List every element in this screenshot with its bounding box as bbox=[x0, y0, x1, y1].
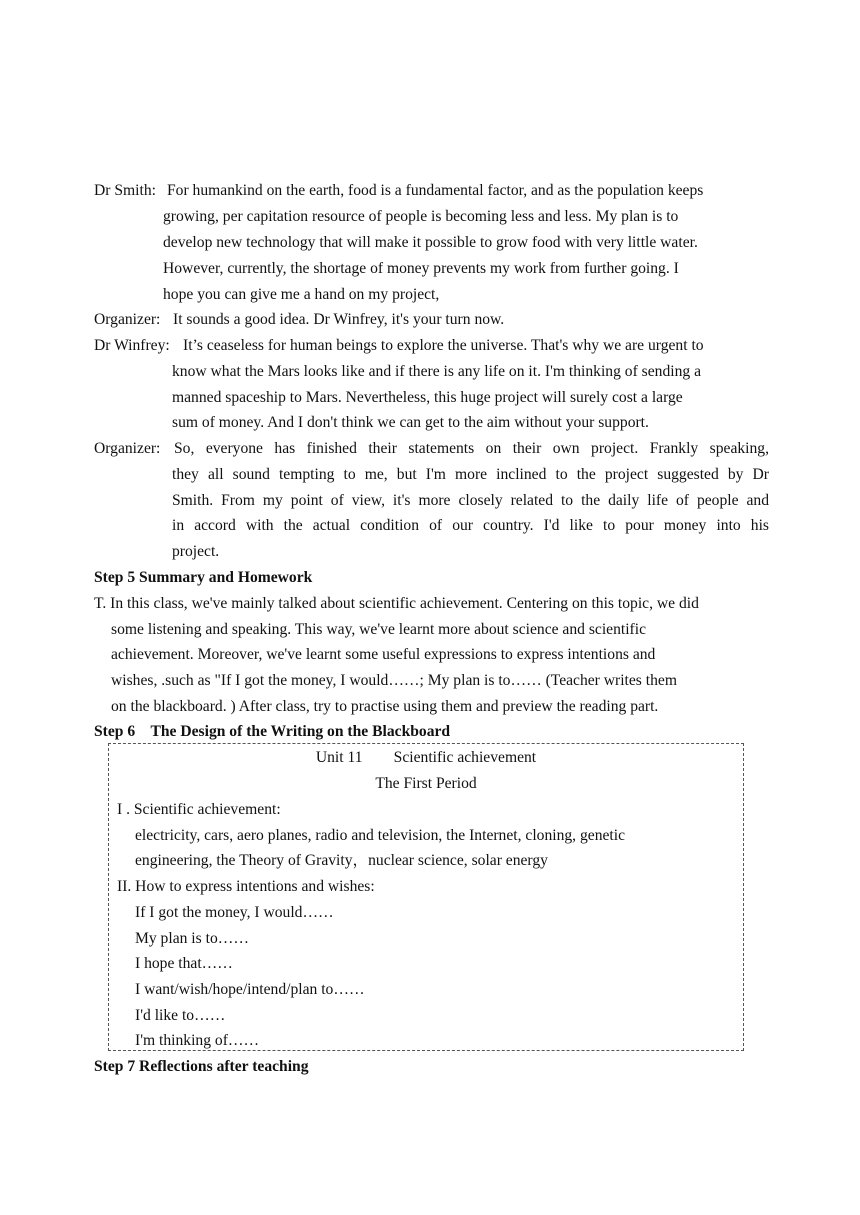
dialogue-line: know what the Mars looks like and if there is any life on it. I'm thinking of sending a bbox=[172, 363, 701, 380]
board-list-item: My plan is to…… bbox=[135, 930, 249, 947]
dialogue-line: growing, per capitation resource of people is becoming less and less. My plan is to bbox=[163, 208, 679, 225]
board-list-item: I want/wish/hope/intend/plan to…… bbox=[135, 981, 365, 998]
step7-heading: Step 7 Reflections after teaching bbox=[94, 1058, 309, 1075]
board-section-heading: I . Scientific achievement: bbox=[117, 801, 281, 818]
dialogue-line: So, everyone has finished their statements on their own project. Frankly speaking, bbox=[174, 440, 769, 457]
dialogue-line: For humankind on the earth, food is a fundamental factor, and as the population keeps bbox=[167, 182, 704, 199]
step6-heading: Step 6 The Design of the Writing on the Blackboard bbox=[94, 723, 451, 740]
board-line: engineering, the Theory of Gravity，nuclear science, solar energy bbox=[135, 852, 548, 869]
step5-heading: Step 5 Summary and Homework bbox=[94, 569, 313, 586]
dialogue-line: However, currently, the shortage of money prevents my work from further going. I bbox=[163, 260, 679, 277]
board-subtitle: The First Period bbox=[375, 775, 477, 792]
dialogue-line: Smith. From my point of view, it's more closely related to the daily life of people and bbox=[172, 492, 769, 509]
board-list-item: I'd like to…… bbox=[135, 1007, 226, 1024]
paragraph-line: some listening and speaking. This way, we've learnt more about science and scientific bbox=[111, 621, 646, 638]
dialogue-line: hope you can give me a hand on my project, bbox=[163, 286, 440, 303]
speaker-organizer: Organizer: bbox=[94, 311, 161, 328]
board-section-heading: II. How to express intentions and wishes: bbox=[117, 878, 375, 895]
paragraph-line: on the blackboard. ) After class, try to practise using them and preview the reading part. bbox=[111, 698, 659, 715]
dialogue-line: they all sound tempting to me, but I'm more inclined to the project suggested by Dr bbox=[172, 466, 769, 483]
board-list-item: If I got the money, I would…… bbox=[135, 904, 334, 921]
speaker-dr-winfrey: Dr Winfrey: bbox=[94, 337, 170, 354]
paragraph-line: achievement. Moreover, we've learnt some useful expressions to express intentions and bbox=[111, 646, 656, 663]
board-title: Unit 11 Scientific achievement bbox=[315, 749, 537, 766]
paragraph-line: T. In this class, we've mainly talked about scientific achievement. Centering on this topic, we did bbox=[94, 595, 699, 612]
board-line: electricity, cars, aero planes, radio and television, the Internet, cloning, genetic bbox=[135, 827, 625, 844]
dialogue-line: develop new technology that will make it possible to grow food with very little water. bbox=[163, 234, 698, 251]
speaker-dr-smith: Dr Smith: bbox=[94, 182, 156, 199]
dialogue-line: in accord with the actual condition of our country. I'd like to pour money into his bbox=[172, 517, 769, 534]
dialogue-line: manned spaceship to Mars. Nevertheless, this huge project will surely cost a large bbox=[172, 389, 683, 406]
paragraph-line: wishes, .such as "If I got the money, I would……; My plan is to…… (Teacher writes them bbox=[111, 672, 677, 689]
board-list-item: I hope that…… bbox=[135, 955, 233, 972]
speaker-organizer: Organizer: bbox=[94, 440, 161, 457]
dialogue-line: project. bbox=[172, 543, 220, 560]
dialogue-line: It sounds a good idea. Dr Winfrey, it's your turn now. bbox=[173, 311, 505, 328]
dialogue-line: It’s ceaseless for human beings to explore the universe. That's why we are urgent to bbox=[183, 337, 704, 354]
board-list-item: I'm thinking of…… bbox=[135, 1032, 260, 1049]
dialogue-line: sum of money. And I don't think we can get to the aim without your support. bbox=[172, 414, 649, 431]
